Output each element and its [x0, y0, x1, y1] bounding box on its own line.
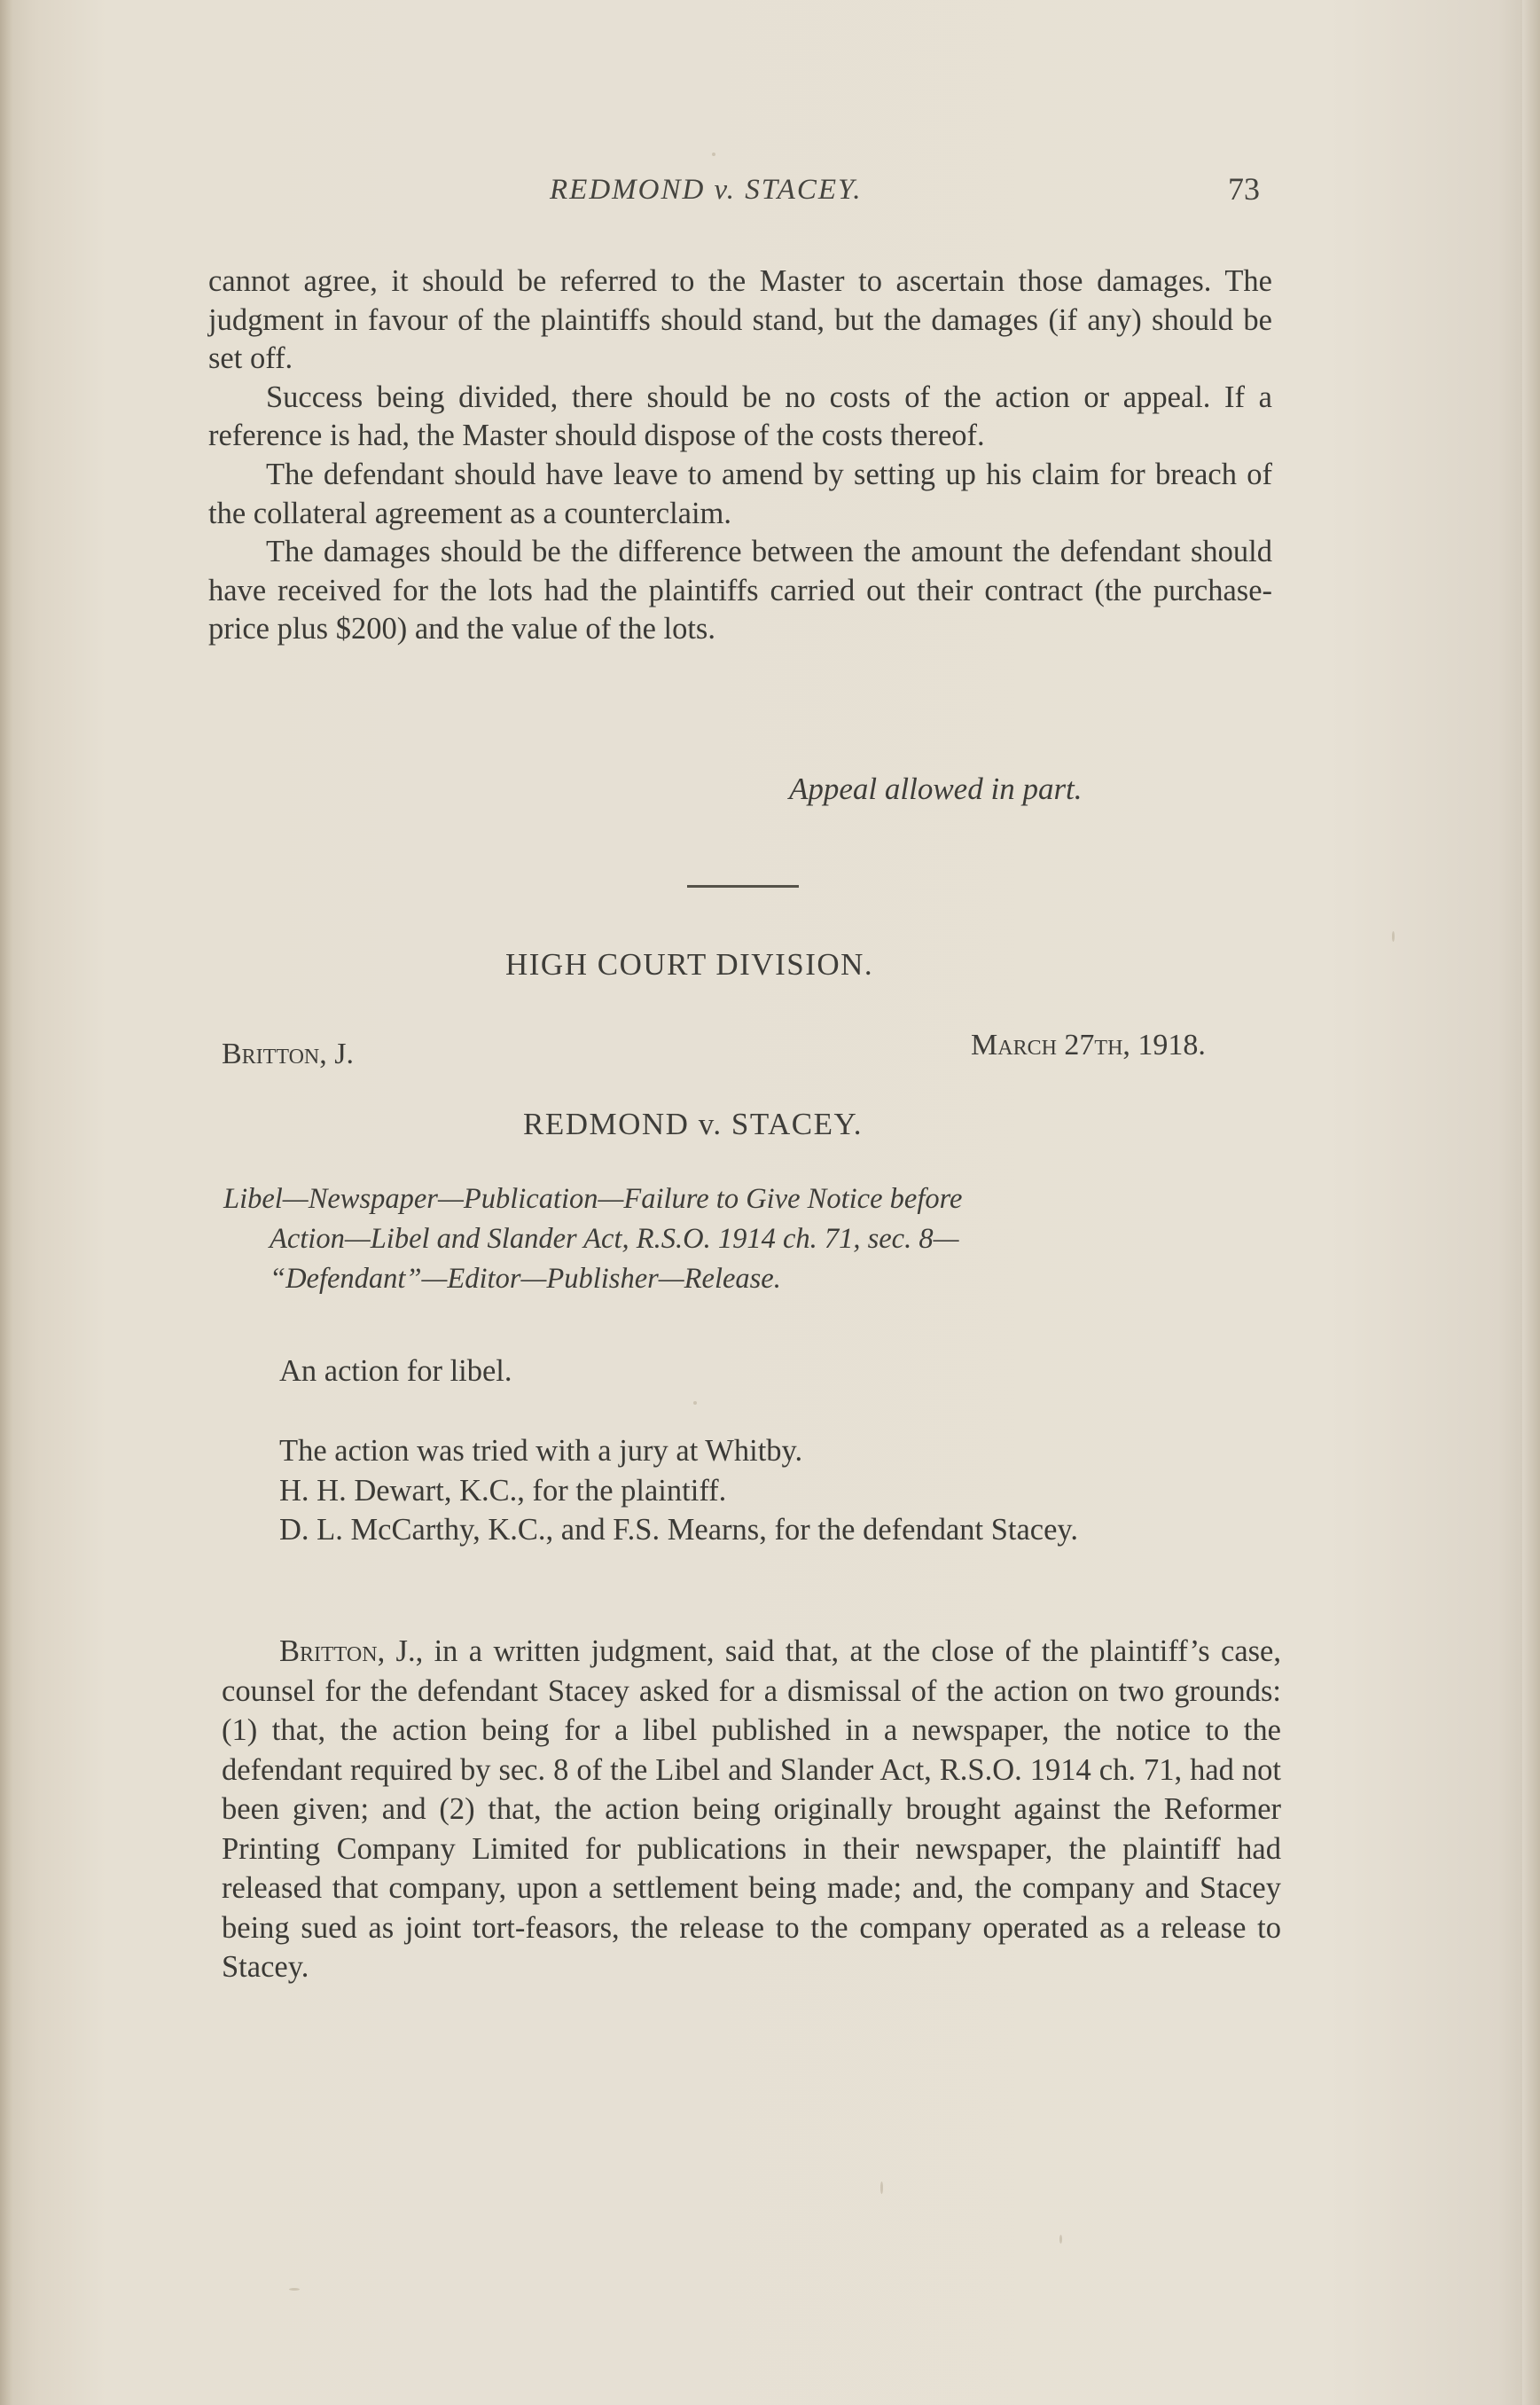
headnote-line: Action—Libel and Slander Act, R.S.O. 1914 ch. 71, sec. 8— — [270, 1223, 959, 1255]
intro-text: An action for libel. — [279, 1354, 512, 1388]
section-divider — [687, 885, 799, 888]
page-spine-shadow — [0, 0, 12, 2405]
headnote-line: “Defendant”—Editor—Publisher—Release. — [270, 1263, 781, 1295]
paper-speck — [693, 1401, 697, 1405]
paper-speck — [712, 153, 715, 156]
judgment-paragraph — [222, 1632, 1281, 1987]
judge-name: Britton, J. — [222, 1038, 354, 1070]
paragraph: D. L. McCarthy, K.C., and F.S. Mearns, for the defendant Stacey. — [279, 1513, 1079, 1547]
disposition: Appeal allowed in part. — [789, 772, 1083, 806]
paragraph: The damages should be the difference between the amount the defendant should have received for the lots had the plaintiffs carried out their contract (the purchase-price plus $200) and the value of the lots. — [208, 535, 1272, 646]
running-head: REDMOND v. STACEY. — [550, 174, 863, 206]
paper-speck — [289, 2288, 300, 2291]
page-header — [208, 171, 1272, 218]
headnote-line: Libel—Newspaper—Publication—Failure to Give Notice before — [223, 1183, 963, 1215]
division-heading: HIGH COURT DIVISION. — [505, 947, 874, 982]
intro-section — [222, 1351, 1281, 1391]
page-number: 73 — [1228, 171, 1260, 207]
headnote — [223, 1179, 1283, 1299]
case-title: REDMOND v. STACEY. — [523, 1107, 863, 1141]
judgment-text: , J., in a written judgment, said that, at the close of the plaintiff’s case, counsel for the defendant Stacey asked for a dismissal of the action on two grounds: (1) that, the action being for a libel published in a newspaper, the notice to the defendant required by sec. 8 of the Libel and Slander Act, R.S.O. 1914 ch. 71, had not been given; and (2) that, the action being originally brought against the Reformer Printing Company Limited for publications in their newspaper, the plaintiff had released that company, upon a settlement being made; and, the company and Stacey being sued as joint tort-feasors, the release to the company operated as a release to Stacey. — [222, 1634, 1281, 1984]
paragraph: The defendant should have leave to amend by setting up his claim for breach of the collateral agreement as a counterclaim. — [208, 457, 1272, 530]
trial-section — [222, 1431, 1281, 1550]
judge-name-inline: Britton — [279, 1634, 378, 1668]
paragraph: H. H. Dewart, K.C., for the plaintiff. — [279, 1473, 727, 1508]
decision-date: March 27th, 1918. — [971, 1029, 1206, 1061]
judgment-section — [222, 1632, 1281, 1987]
paragraph: The action was tried with a jury at Whitby. — [279, 1434, 803, 1468]
page-edge-shadow — [1522, 0, 1540, 2405]
paper-speck — [880, 2182, 883, 2194]
paper-speck — [1392, 931, 1395, 942]
continuation-text — [208, 262, 1272, 649]
paper-speck — [1059, 2235, 1062, 2244]
paragraph: cannot agree, it should be referred to the Master to ascertain those damages. The judgment in favour of the plaintiffs should stand, but the damages (if any) should be set off. — [208, 264, 1272, 376]
paragraph: Success being divided, there should be no costs of the action or appeal. If a reference is had, the Master should dispose of the costs thereof. — [208, 380, 1272, 453]
